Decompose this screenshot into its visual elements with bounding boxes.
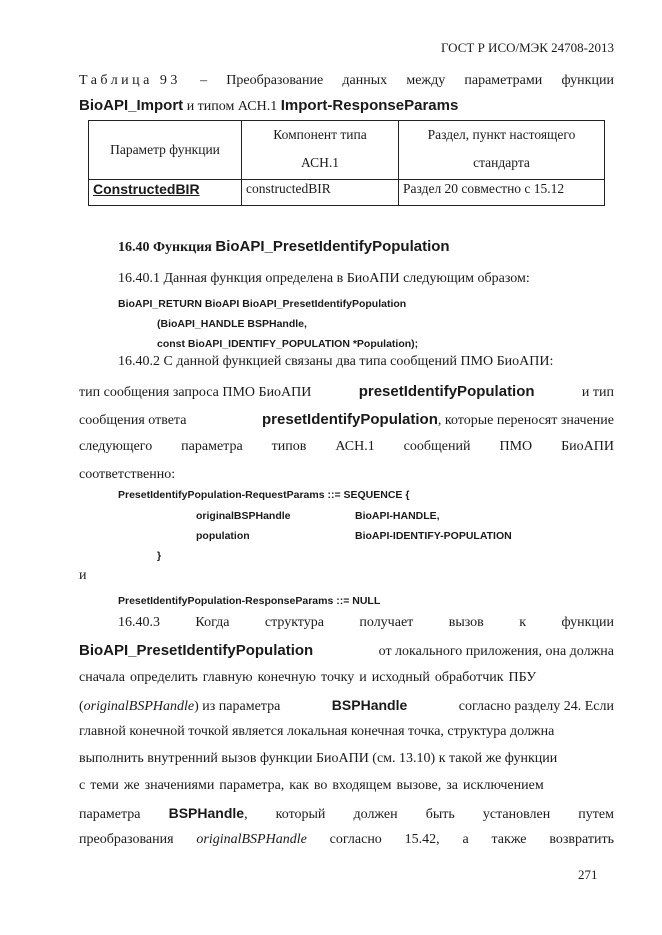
cell-section: Раздел 20 совместно с 15.12 — [399, 180, 605, 206]
code-line: const BioAPI_IDENTIFY_POPULATION *Population); — [157, 338, 419, 350]
word: вызов — [448, 615, 484, 630]
header-text: АСН.1 — [301, 155, 339, 170]
code-line: BioAPI_RETURN BioAPI BioAPI_PresetIdentifyPopulation — [118, 298, 407, 310]
caption-function-name: BioAPI_Import — [79, 97, 184, 114]
function-name: BioAPI_PresetIdentifyPopulation — [79, 642, 314, 659]
word: ПМО — [499, 439, 533, 454]
caption-word: Преобразование — [226, 73, 324, 88]
paragraph-16-40-2-line1: 16.40.2 С данной функцией связаны два типа сообщений ПМО БиоАПИ: — [118, 354, 554, 369]
code-line: (BioAPI_HANDLE BSPHandle, — [157, 318, 307, 330]
conjunction-and: и — [79, 568, 87, 583]
word: возвратить — [549, 832, 614, 847]
header-text: Компонент типа — [273, 127, 367, 142]
text-segment: ( — [79, 699, 84, 714]
paragraph-16-40-2-line4 — [79, 439, 614, 455]
word: который — [275, 807, 326, 822]
cell-component: constructedBIR — [242, 180, 399, 206]
paragraph-16-40-3-line7: с теми же значениями параметра, как во входящем вызове, за исключением — [79, 778, 544, 793]
word: а — [462, 832, 469, 847]
text-segment: ) из параметра — [194, 699, 281, 714]
code-field-name: population — [196, 530, 250, 542]
caption-word: данных — [342, 73, 388, 88]
word: установлен — [482, 807, 551, 822]
word: Когда — [195, 615, 230, 630]
message-type-name: presetIdentifyPopulation — [358, 383, 535, 400]
paragraph-16-40-3-line5: главной конечной точкой является локальная конечная точка, структура должна — [79, 724, 555, 739]
word: также — [491, 832, 527, 847]
table-caption-line2 — [79, 97, 458, 115]
paragraph-16-40-3-line9 — [79, 832, 614, 848]
text-segment: согласно разделу 24. Если — [458, 699, 614, 714]
param-name: BSPHandle — [331, 697, 408, 713]
code-field-name: originalBSPHandle — [196, 510, 291, 522]
constructed-bir-link: ConstructedBIR — [93, 181, 200, 197]
word: 15.42, — [404, 832, 440, 847]
paragraph-16-40-3-line8: параметра BSPHandle, который должен быть установлен путем — [79, 805, 614, 822]
text-segment: тип сообщения запроса ПМО БиоАПИ — [79, 385, 312, 400]
word: БиоАПИ — [561, 439, 614, 454]
table-header-row — [89, 121, 605, 180]
caption-type-name: Import-ResponseParams — [280, 97, 459, 114]
document-header: ГОСТ Р ИСО/МЭК 24708-2013 — [440, 40, 614, 55]
word: параметра — [79, 807, 141, 822]
word: путем — [578, 807, 614, 822]
paragraph-16-40-3-line3: сначала определить главную конечную точку и исходный обработчик ПБУ — [79, 670, 537, 685]
word: должен — [353, 807, 398, 822]
paragraph-16-40-1: 16.40.1 Данная функция определена в БиоАПИ следующим образом: — [118, 271, 530, 286]
word: к — [519, 615, 527, 630]
word: преобразования — [79, 832, 174, 847]
code-line: PresetIdentifyPopulation-RequestParams ::= SEQUENCE { — [118, 489, 410, 501]
caption-mid: и типом АСН.1 — [186, 99, 278, 114]
word: быть — [425, 807, 455, 822]
paragraph-16-40-2-line3 — [79, 411, 614, 429]
header-cell-param: Параметр функции — [89, 121, 242, 180]
section-heading — [118, 238, 450, 256]
message-type-name: presetIdentifyPopulation — [262, 411, 438, 428]
code-line: PresetIdentifyPopulation-ResponseParams ::= NULL — [118, 595, 381, 607]
page-number: 271 — [578, 867, 598, 882]
text-segment: и тип — [581, 385, 614, 400]
word: сообщений — [403, 439, 471, 454]
word: получает — [359, 615, 414, 630]
word: согласно — [329, 832, 382, 847]
table-caption-line1 — [79, 73, 614, 89]
table-caption-label: Таблица 93 — [79, 73, 181, 88]
word: АСН.1 — [335, 439, 375, 454]
text-segment: сообщения ответа — [79, 413, 187, 428]
header-cell-section — [399, 121, 605, 180]
paragraph-16-40-3-line6: выполнить внутренний вызов функции БиоАПИ (см. 13.10) к такой же функции — [79, 751, 558, 766]
paragraph-16-40-3-line4 — [79, 697, 614, 715]
cell-param — [89, 180, 242, 206]
caption-word: параметрами — [464, 73, 543, 88]
italic-param: originalBSPHandle — [83, 699, 195, 714]
caption-word: между — [406, 73, 446, 88]
text-segment: от локального приложения, она должна — [378, 644, 614, 659]
caption-word: функции — [561, 73, 614, 88]
caption-word: – — [200, 73, 208, 88]
word: типов — [271, 439, 307, 454]
header-text: Раздел, пункт настоящего — [427, 127, 576, 142]
word: функции — [561, 615, 614, 630]
header-text: стандарта — [473, 155, 530, 170]
section-heading-number: 16.40 Функция — [118, 240, 212, 255]
word: структура — [264, 615, 324, 630]
header-cell-component — [242, 121, 399, 180]
word: следующего — [79, 439, 153, 454]
word: параметра — [181, 439, 243, 454]
paragraph-16-40-3-line2 — [79, 642, 614, 660]
table-93 — [88, 120, 605, 206]
italic-param: originalBSPHandle — [196, 832, 307, 847]
code-field-type: BioAPI-HANDLE, — [355, 510, 440, 522]
word: 16.40.3 — [118, 615, 160, 630]
paragraph-16-40-2-line5: соответственно: — [79, 467, 176, 482]
table-row — [89, 180, 605, 206]
text-segment: , которые переносят значение — [437, 413, 614, 428]
code-close-brace: } — [157, 550, 162, 562]
section-heading-function: BioAPI_PresetIdentifyPopulation — [215, 238, 450, 255]
code-field-type: BioAPI-IDENTIFY-POPULATION — [355, 530, 512, 542]
paragraph-16-40-2-line2 — [79, 383, 614, 401]
param-name: BSPHandle — [168, 805, 245, 821]
paragraph-16-40-3-line1 — [118, 615, 614, 631]
